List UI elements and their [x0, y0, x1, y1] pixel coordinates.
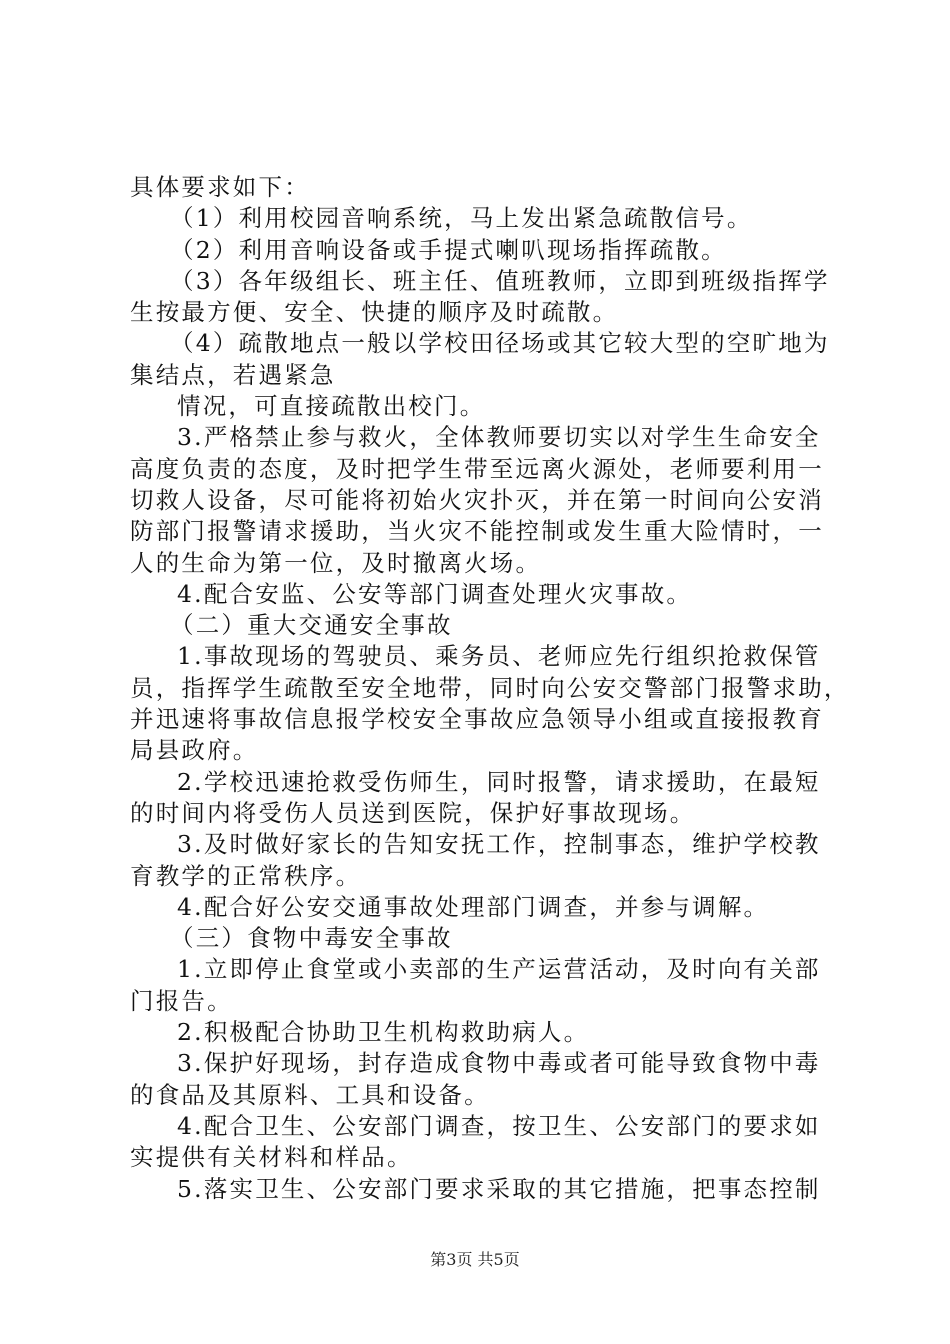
text-line: 防部门报警请求援助，当火灾不能控制或发生重大险情时，一 — [130, 517, 824, 546]
text-line: 4.配合好公安交通事故处理部门调查，并参与调解。 — [177, 892, 770, 921]
text-line: 5.落实卫生、公安部门要求采取的其它措施，把事态控制 — [177, 1174, 821, 1203]
text-line: 高度负责的态度，及时把学生带至远离火源处，老师要利用一 — [130, 454, 824, 483]
text-line: 4.配合安监、公安等部门调查处理火灾事故。 — [177, 579, 693, 608]
text-line: （1）利用校园音响系统，马上发出紧急疏散信号。 — [170, 204, 753, 233]
text-line: 3.严格禁止参与救火，全体教师要切实以对学生生命安全 — [177, 423, 821, 452]
text-line: （三）食物中毒安全事故 — [170, 924, 453, 953]
text-line: 集结点，若遇紧急 — [130, 360, 336, 389]
text-line: 人的生命为第一位，及时撤离火场。 — [130, 548, 542, 577]
page-footer: 第3页 共5页 — [430, 1250, 520, 1269]
text-line: 1.事故现场的驾驶员、乘务员、老师应先行组织抢救保管 — [177, 642, 821, 671]
text-line: 员，指挥学生疏散至安全地带，同时向公安交警部门报警求助， — [130, 673, 850, 702]
text-line: 门报告。 — [130, 986, 233, 1015]
text-line: 情况，可直接疏散出校门。 — [177, 392, 486, 421]
text-line: 生按最方便、安全、快捷的顺序及时疏散。 — [130, 298, 619, 327]
text-line: 3.及时做好家长的告知安抚工作，控制事态，维护学校教 — [177, 830, 821, 859]
text-line: 1.立即停止食堂或小卖部的生产运营活动，及时向有关部 — [177, 955, 821, 984]
text-line: 的时间内将受伤人员送到医院，保护好事故现场。 — [130, 798, 696, 827]
text-line: 4.配合卫生、公安部门调查，按卫生、公安部门的要求如 — [177, 1111, 821, 1140]
text-line: 具体要求如下： — [130, 173, 310, 201]
text-line: 切救人设备，尽可能将初始火灾扑灭，并在第一时间向公安消 — [130, 485, 824, 514]
text-line: 育教学的正常秩序。 — [130, 861, 362, 890]
text-line: 3.保护好现场，封存造成食物中毒或者可能导致食物中毒 — [177, 1049, 821, 1078]
text-line: 2.学校迅速抢救受伤师生，同时报警，请求援助，在最短 — [177, 767, 821, 796]
text-line: （2）利用音响设备或手提式喇叭现场指挥疏散。 — [170, 235, 727, 264]
document-body — [130, 172, 850, 1205]
text-line: 2.积极配合协助卫生机构救助病人。 — [177, 1018, 590, 1047]
text-line: （4）疏散地点一般以学校田径场或其它较大型的空旷地为 — [170, 329, 830, 358]
text-line: 并迅速将事故信息报学校安全事故应急领导小组或直接报教育 — [130, 705, 824, 734]
text-line: （3）各年级组长、班主任、值班教师，立即到班级指挥学 — [170, 266, 830, 295]
text-line: 实提供有关材料和样品。 — [130, 1143, 413, 1172]
text-line: 的食品及其原料、工具和设备。 — [130, 1080, 490, 1109]
text-line: （二）重大交通安全事故 — [170, 611, 453, 640]
text-line: 局县政府。 — [130, 736, 259, 765]
